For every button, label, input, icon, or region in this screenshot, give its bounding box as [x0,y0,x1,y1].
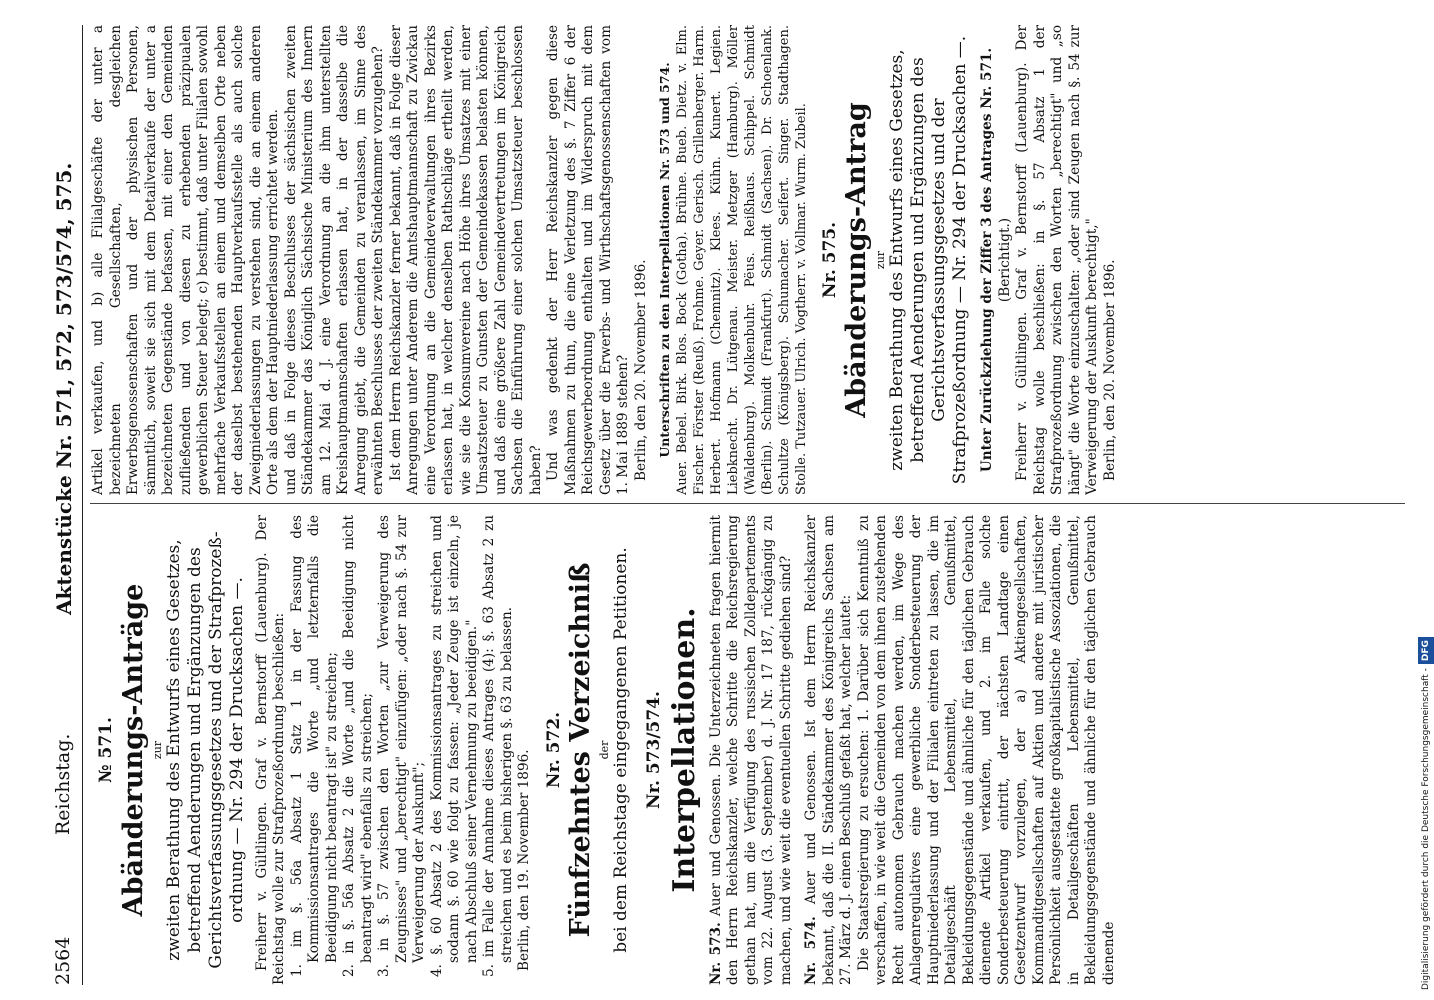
lead-text-575: zweiten Berathung des Entwurfs eines Gesetzes, betreffend Aenderungen und Ergänzungen des Gerichtsverfassungsgesetzes und der Strafprozeßordnung — Nr. 294 der Drucksachen —. [887,35,970,485]
corrected-note: (Berichtigt.) [996,217,1013,303]
quote-574: Die Staatsregierung zu ersuchen: 1. Darüber sich Kenntniß zu verschaffen, in wie weit die Gemeinden von dem ihnen zustehenden Recht autonomen Gebrauch machen werden, im Wege des Anlagenregulatives eine gewerbliche Sonderbesteuerung der Hauptniederlassung und der Filialen eintreten zu lassen, die im Detailgeschäft Lebensmittel, Genußmittel, Bekleidungsgegenstände und ähnliche für den täglichen Gebrauch dienende Artikel verkaufen, und 2. im Falle solche Sonderbesteuerung eintritt, der nächsten Landtage einen Gesetzentwurf vorzulegen, der a) Aktiengesellschaften, Kommanditgesellschaften auf Aktien und andere mit juristischer Persönlichkeit ausgestattete großkapitalistische Assoziationen, die in Detailgeschäften Lebensmittel, Genußmittel, Bekleidungsgegenstände und ähnliche für den täglichen Gebrauch dienende [855,515,1117,985]
running-header [50,25,83,985]
heading-nr572: Nr. 572. [543,711,564,789]
page-number: 2564 [52,936,74,985]
interpellation-574 [803,515,856,985]
heading-nr575: Nr. 575. [819,221,840,299]
heading-petitionen: bei dem Reichstage eingegangenen Petitionen. [611,547,631,953]
label-nr573: Nr. 573. [707,922,724,985]
proposal-item-4: 4. §. 60 Absatz 2 des Kommissionsantrages zu streichen und sodann §. 60 wie folgt zu fassen: „Jeder Zeuge ist einzeln, je nach Abschluß seiner Vernehmung zu beeidigen." [428,515,480,977]
right-column [90,25,1410,495]
funding-stamp [1418,10,1434,990]
heading-zur-575: zur [874,250,887,270]
signatures-list: Auer. Bebel. Birk. Blos. Bock (Gotha). Brühne. Bueb. Dietz. v. Elm. Fischer. Förster (Reuß). Frohme. Geyer. Gerisch. Grillenberger. Harm. Herbert. Hofmann (Chemnitz). Klees. Kühn. Kunert. Legien. Liebknecht. Dr. Lütgenau. Meister. Metzger (Hamburg). Möller (Waldenburg). Molkenbuhr. Pëus. Reißhaus. Schippel. Schmidt (Berlin). Schmidt (Frankfurt). Schmidt (Sachsen). Dr. Schoenlank. Schultze (Königsberg). Schumacher. Seifert. Singer. Stadthagen. Stolle. Tutzauer. Ulrich. Vogtherr. v. Vollmar. Wurm. Zubeil. [674,25,809,495]
proposal-item-2: 2. in §. 56a Absatz 2 die Worte „und die Beeidigung nicht beantragt wird" ebenfalls zu streichen; [341,515,375,977]
continuation-text-3: Ist dem Herrn Reichskanzler ferner bekannt, daß in Folge dieser Anregungen unter Anderem die Amtshauptmannschaft zu Zwickau eine Verordnung an die Gemeindeverwaltungen ihres Bezirks erlassen hat, in welcher denselben Rathschläge ertheilt werden, wie sie die Konsumvereine nach Höhe ihres Umsatzes mit einer Umsatzsteuer zu Gunsten der Gemeindekassen belasten können, und daß eine größere Zahl Gemeindevertretungen im Königreich Sachsen die Einführung einer solchen Umsatzsteuer beschlossen haben? [387,25,544,495]
rotated-page-content [50,25,1415,985]
continuation-text-2: und daß in Folge dieses Beschlusses der sächsischen zweiten Ständekammer das Königlich Sächsische Ministerium des Innern am 12. Mai d. J. eine Verordnung an die ihm unterstellten Kreishauptmannschaften erlassen hat, in der dasselbe die Anregung giebt, die Gemeinden zu veranlassen, im Sinne des erwähnten Beschlusses der zweiten Ständekammer vorzugehen? [282,25,386,495]
label-nr574: Nr. 574. [803,916,819,985]
proposal-item-5: 5. im Falle der Annahme dieses Antrages (4): §. 63 Absatz 2 zu streichen und es beim bisherigen §. 63 zu belassen. [481,515,515,977]
header-document-reference: Aktenstücke Nr. 571, 572, 573/574, 575. [52,162,76,615]
interpellation-573 [708,515,796,985]
lead-text-571: zweiten Berathung des Entwurfs eines Gesetzes, betreffend Aenderungen und Ergänzungen des Gerichtsverfassungsgesetzes und der Strafprozeß-ordnung — Nr. 294 der Drucksachen —. [163,531,247,969]
heading-interpellationen: Interpellationen. [666,607,702,893]
heading-nr571: № 571. [96,717,116,783]
continuation-text-4: Und was gedenkt der Herr Reichskanzler gegen diese Maßnahmen zu thun, die eine Verletzung des §. 7 Ziffer 6 der Reichsgewerbeordnung enthalten und im Widerspruch mit dem Gesetz über die Erwerbs- und Wirthschaftsgenossenschaften vom 1. Mai 1889 stehen? [545,25,631,495]
proposal-575: Freiherr v. Gültlingen. Graf v. Bernstorff (Lauenburg). Der Reichstag wolle beschließen: in §. 57 Absatz 1 der Strafprozeßordnung zwischen den Worten „berechtigt" und „so hängt" die Worte einzuschalten: „oder sind Zeugen nach §. 54 zur Verweigerung der Auskunft berechtigt," [1014,25,1100,495]
header-title: Reichstag. [52,733,74,835]
heading-zur: zur [150,740,164,760]
heading-antraege: Abänderungs-Anträge [117,583,149,917]
heading-der: der [598,740,611,760]
heading-nr573-574: Nr. 573/574. [644,691,664,809]
funding-text: Digitalisierung gefördert durch die Deutsche Forschungsgemeinschaft - [1421,668,1431,990]
column-divider [90,503,1405,504]
proposal-item-3: 3. in §. 57 zwischen den Worten „zur Verweigerung des Zeugnisses" und „berechtigt" einzufügen: „oder nach §. 54 zur Verweigerung der Auskunft"; [376,515,427,977]
date-573-574: Berlin, den 20. November 1896. [632,259,649,481]
withdrawal-note: Unter Zurückziehung der Ziffer 3 des Antrages Nr. 571. [979,47,995,473]
heading-antrag: Abänderungs-Antrag [841,102,872,418]
continuation-text-1: Artikel verkaufen, und b) alle Filialgeschäfte der unter a bezeichneten Gesellschaften, desgleichen Erwerbsgenossenschaften und der physischen Personen, sämmtlich, soweit sie sich mit dem Detailverkaufe der unter a bezeichneten Gegenstände befassen, mit einer den Gemeinden zufließenden und von diesen zu erhebenden präzipualen gewerblichen Steuer belegt; c) bestimmt, daß unter Filialen sowohl mehrfache Verkaufsstellen an einem und demselben Orte neben der daselbst bestehenden Hauptverkaufsstelle als auch solche Zweigniederlassungen zu verstehen sind, die an einem anderen Orte als dem der Hauptniederlassung errichtet werden. [90,25,281,495]
dfg-logo: DFG [1418,637,1434,664]
signatures-heading: Unterschriften zu den Interpellationen Nr. 573 und 574. [657,62,672,458]
date-575: Berlin, den 20. November 1896. [1101,259,1118,481]
text-nr573: Auer und Genossen. Die Unterzeichneten fragen hiermit den Herrn Reichskanzler, welche Schritte die Reichsregierung gethan hat, um die Verfügung des russischen Zolldepartements vom 22. August (3. September) d. J. Nr. 17 187, rückgängig zu machen, und wie weit die eventuellen Schritte gediehen sind? [707,515,794,985]
left-column [90,515,1410,985]
proposal-item-1: 1. im §. 56a Absatz 1 Satz 1 in der Fassung des Kommissionsantrages die Worte „und letzternfalls die Beeidigung nicht beantragt ist" zu streichen; [288,515,340,977]
heading-verzeichnis: Fünfzehntes Verzeichniß [565,562,596,938]
proposal-intro-571: Freiherr v. Gültlingen. Graf v. Bernstorff (Lauenburg). Der Reichstag wolle zur Strafprozeßordnung beschließen: [253,515,287,985]
text-nr574: Auer und Genossen. Ist dem Herrn Reichskanzler bekannt, daß die II. Ständekammer des Königreichs Sachsen am 27. März d. J. einen Beschluß gefaßt hat, welcher lautet: [803,515,854,985]
date-571: Berlin, den 19. November 1896. [516,749,532,971]
